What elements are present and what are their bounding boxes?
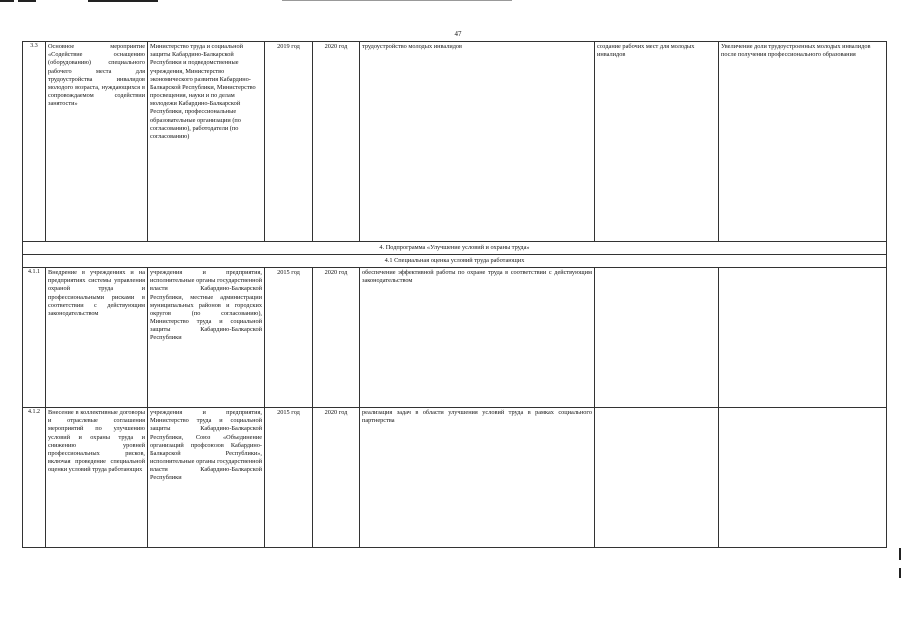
link-cell <box>595 268 719 408</box>
scan-mark-right-bar-1 <box>899 548 901 560</box>
scan-mark-right <box>282 0 512 1</box>
start-year-cell: 2015 год <box>265 408 313 548</box>
end-year-cell: 2020 год <box>313 268 360 408</box>
scan-mark-left-2 <box>18 0 36 2</box>
end-year-cell: 2020 год <box>313 408 360 548</box>
table-row-4-1-1 <box>23 268 887 408</box>
result-cell: обеспечение эффективной работы по охране труда в соответствии с действующим законодательством <box>360 268 595 408</box>
start-year-cell: 2019 год <box>265 42 313 242</box>
table-row-3-3 <box>23 42 887 242</box>
scan-mark-right-bar-2 <box>899 568 901 578</box>
scan-mark-mid <box>88 0 158 2</box>
start-year-cell: 2015 год <box>265 268 313 408</box>
link-cell: создание рабочих мест для молодых инвалидов <box>595 42 719 242</box>
executors-cell: учреждения и предприятия, исполнительные органы государственной власти Кабардино-Балкарской Республики, местные администрации муниципальных районов и городских округов (по согласованию), Министерство труда и социальной защиты Кабардино-Балкарской Республики <box>148 268 265 408</box>
link-cell <box>595 408 719 548</box>
indicator-cell <box>719 408 887 548</box>
row-number: 4.1.1 <box>23 268 46 408</box>
executors-cell: учреждения и предприятия, Министерство труда и социальной защиты Кабардино-Балкарской Республики, Союз «Объединение организаций профсоюзов Кабардино-Балкарской Республики», исполнительные органы государственной власти Кабардино-Балкарской Республики <box>148 408 265 548</box>
executors-cell: Министерство труда и социальной защиты Кабардино-Балкарской Республики и подведомственные учреждения, Министерство экономического развития Кабардино-Балкарской Республики, Министерство просвещения, науки и по делам молодежи Кабардино-Балкарской Республики, профессиональные образовательные организации (по согласованию), работодатели (по согласованию) <box>148 42 265 242</box>
table-row-4-1-2 <box>23 408 887 548</box>
row-number: 4.1.2 <box>23 408 46 548</box>
result-cell: реализация задач в области улучшения условий труда в рамках социального партнерства <box>360 408 595 548</box>
scan-mark-left <box>0 0 14 2</box>
indicator-cell <box>719 268 887 408</box>
page-number: 47 <box>454 30 462 38</box>
row-number: 3.3 <box>23 42 46 242</box>
indicator-cell: Увеличение доли трудоустроенных молодых инвалидов после получения профессионального образования <box>719 42 887 242</box>
subprogram-heading: 4. Подпрограмма «Улучшение условий и охраны труда» <box>23 242 887 255</box>
measure-cell: Внедрение в учреждениях и на предприятиях системы управления охраной труда и профессиональными рисками в соответствии с действующим законодательством <box>46 268 148 408</box>
measure-cell: Внесение в коллективные договоры и отраслевые соглашения мероприятий по улучшению условий и охраны труда и снижению уровней профессиональных рисков, включая проведение специальной оценки условий труда работающих <box>46 408 148 548</box>
action-plan-table <box>22 41 887 548</box>
section-row-subprogram <box>23 242 887 255</box>
subsection-heading: 4.1 Специальная оценка условий труда работающих <box>23 255 887 268</box>
section-row-subsection <box>23 255 887 268</box>
measure-cell: Основное мероприятие «Содействие оснащению (оборудованию) специального рабочего места для трудоустройства инвалидов молодого возраста, нуждающихся в сопровождаемом содействии занятости» <box>46 42 148 242</box>
end-year-cell: 2020 год <box>313 42 360 242</box>
result-cell: трудоустройство молодых инвалидов <box>360 42 595 242</box>
